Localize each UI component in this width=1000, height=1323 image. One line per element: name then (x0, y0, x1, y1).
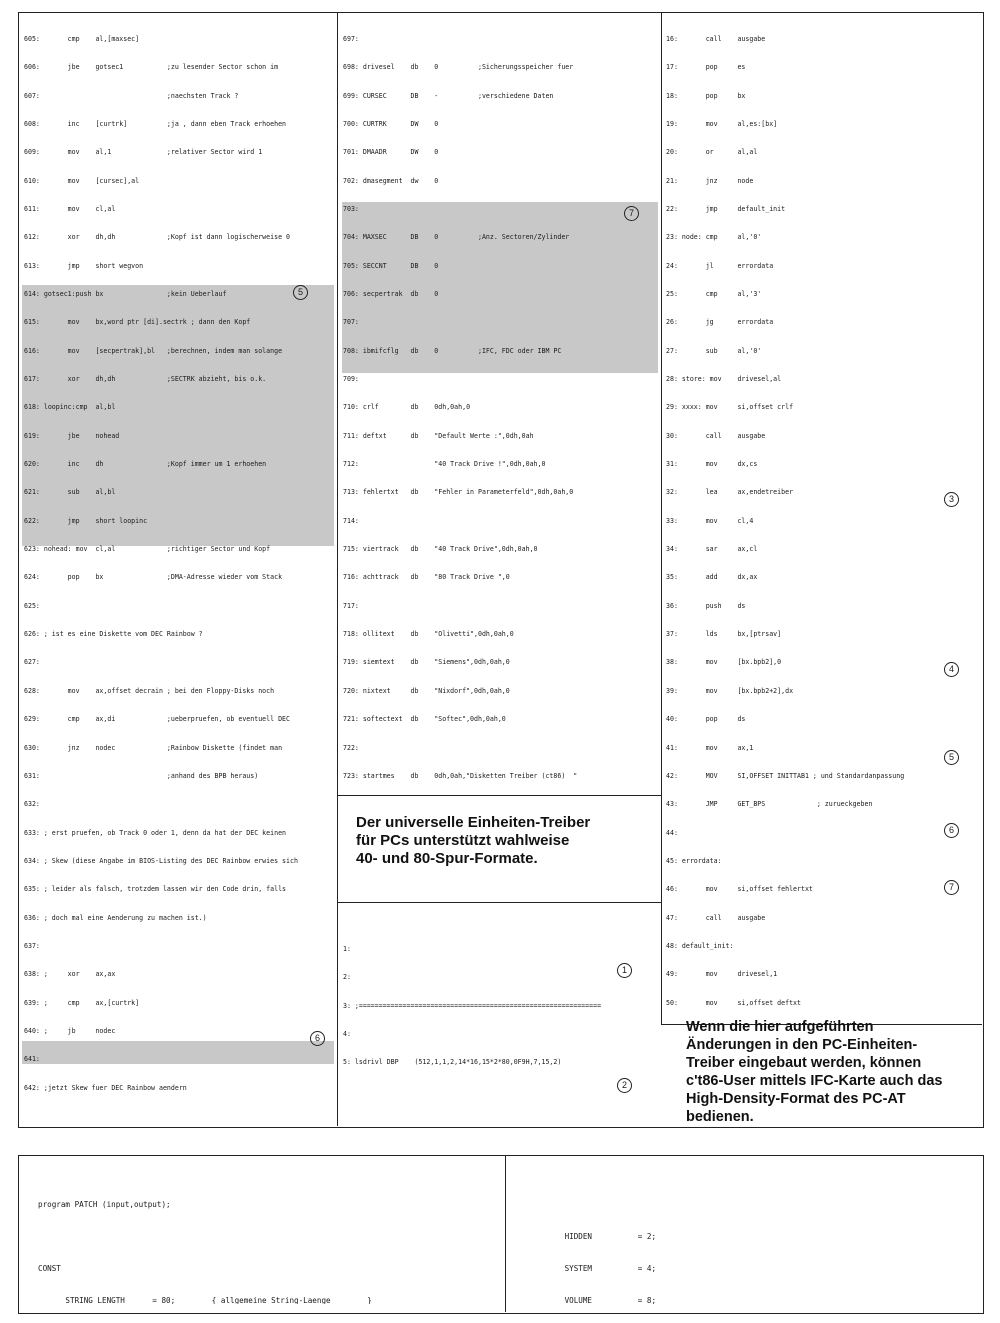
code-line: 606: jbe gotsec1 ;zu lesender Sector schon im (24, 63, 279, 72)
code-line: 43: JMP GET_BPS ; zurueckgeben (666, 800, 873, 809)
code-line: HIDDEN = 2; (528, 1231, 657, 1241)
code-line: 609: mov al,1 ;relativer Sector wird 1 (24, 148, 263, 157)
caption-line: High-Density-Format des PC-AT (686, 1091, 906, 1107)
code-line: 5: lsdrivl DBP (512,1,1,2,14*16,15*2*80,0F9H,7,15,2) (343, 1058, 562, 1067)
code-line: 2: (343, 973, 351, 982)
code-line: 713: fehlertxt db "Fehler in Parameterfeld",0dh,0ah,0 (343, 488, 574, 497)
column-divider-1 (337, 12, 338, 1126)
code-line: 42: MOV SI,OFFSET INITTAB1 ; und Standardanpassung (666, 771, 905, 780)
code-line: 20: or al,al (666, 148, 758, 157)
divider-caption1-bottom (337, 902, 661, 903)
caption-ifc-high-density (686, 1018, 978, 1126)
marker-4-col3: 4 (944, 662, 959, 677)
code-line: 622: jmp short loopinc (24, 516, 148, 525)
code-line: 26: jg errordata (666, 318, 774, 327)
code-line: 641: (24, 1055, 40, 1064)
caption-line: bedienen. (686, 1109, 754, 1125)
code-line: 621: sub al,bl (24, 488, 116, 497)
marker-3-col3: 3 (944, 492, 959, 507)
marker-5-col3: 5 (944, 750, 959, 765)
pascal-listing-left (38, 1179, 498, 1304)
pascal-divider (505, 1155, 506, 1312)
code-line: 624: pop bx ;DMA-Adresse wieder vom Stack (24, 573, 283, 582)
code-line: 620: inc dh ;Kopf immer um 1 erhoehen (24, 460, 267, 469)
code-line: 704: MAXSEC DB 0 ;Anz. Sectoren/Zylinder (343, 233, 570, 242)
code-line: 29: xxxx: mov si,offset crlf (666, 403, 794, 412)
code-line: 714: (343, 516, 359, 525)
code-line: 612: xor dh,dh ;Kopf ist dann logischerweise 0 (24, 233, 290, 242)
code-line: 627: (24, 658, 40, 667)
divider-caption1-top (337, 795, 661, 796)
code-line: 619: jbe nohead (24, 431, 120, 440)
code-line: 28: store: mov drivesel,al (666, 375, 782, 384)
code-line: 610: mov [cursec],al (24, 176, 140, 185)
code-line: 630: jnz nodec ;Rainbow Diskette (findet man (24, 743, 283, 752)
caption-line: Der universelle Einheiten-Treiber (356, 814, 591, 831)
code-line: 50: mov si,offset deftxt (666, 998, 801, 1007)
code-line: 642: ;jetzt Skew fuer DEC Rainbow aendern (24, 1083, 187, 1092)
caption-line: Wenn die hier aufgeführten (686, 1019, 874, 1035)
code-line: 623: nohead: mov cl,al ;richtiger Sector und Kopf (24, 545, 271, 554)
code-line: 25: cmp al,'3' (666, 290, 762, 298)
code-line: 637: (24, 941, 40, 950)
code-line: 4: (343, 1029, 351, 1038)
code-line: 626: ; ist es eine Diskette vom DEC Rainbow ? (24, 630, 203, 639)
code-line: 709: (343, 375, 359, 384)
code-line: 35: add dx,ax (666, 573, 758, 582)
code-line: 607: ;naechsten Track ? (24, 91, 239, 100)
code-line (528, 1200, 976, 1211)
code-line: 3: ;============================================================= (343, 1001, 602, 1010)
code-line: 716: achttrack db "80 Track Drive ",0 (343, 573, 510, 582)
code-line: STRING_LENGTH = 80; { allgemeine String-Laenge } (38, 1295, 372, 1304)
code-line: 33: mov cl,4 (666, 516, 754, 525)
code-line: 708: ibmifcflg db 0 ;IFC, FDC oder IBM PC (343, 346, 562, 355)
code-line: 32: lea ax,endetreiber (666, 488, 794, 497)
code-line: SYSTEM = 4; (528, 1263, 657, 1273)
code-line: program PATCH (input,output); (38, 1200, 171, 1210)
code-line: 636: ; doch mal eine Aenderung zu machen ist.) (24, 913, 207, 922)
marker-2-col2: 2 (617, 1078, 632, 1093)
code-line: 698: drivesel db 0 ;Sicherungsspeicher fuer (343, 63, 574, 72)
code-line: 720: nixtext db "Nixdorf",0dh,0ah,0 (343, 686, 510, 695)
code-line: 712: "40 Track Drive !",0dh,0ah,0 (343, 460, 546, 469)
code-line: 49: mov drivesel,1 (666, 970, 778, 979)
code-line: 697: (343, 34, 359, 43)
code-line: 632: (24, 800, 40, 809)
code-line: 605: cmp al,[maxsec] (24, 34, 140, 43)
code-line: 628: mov ax,offset decrain ; bei den Floppy-Disks noch (24, 686, 275, 695)
code-line: 21: jnz node (666, 176, 754, 185)
caption-line: 40- und 80-Spur-Formate. (356, 850, 538, 867)
assembly-listing-col1 (24, 16, 334, 1096)
code-line: 31: mov dx,cs (666, 460, 758, 469)
code-line: 700: CURTRK DW 0 (343, 119, 439, 128)
code-line: 38: mov [bx.bpb2],0 (666, 658, 782, 667)
code-line: 701: DMAADR DW 0 (343, 148, 439, 157)
code-line: 40: pop ds (666, 715, 746, 724)
code-line: 719: siemtext db "Siemens",0dh,0ah,0 (343, 658, 510, 667)
code-line: 723: startmes db 0dh,0ah,"Disketten Treiber (ct86) " (343, 771, 578, 780)
code-line: 633: ; erst pruefen, ob Track 0 oder 1, denn da hat der DEC keinen (24, 828, 287, 837)
marker-6-col1: 6 (310, 1031, 325, 1046)
code-line: 722: (343, 743, 359, 752)
code-line: VOLUME = 8; (528, 1295, 657, 1304)
code-line: 18: pop bx (666, 91, 746, 100)
code-line: 635: ; leider als falsch, trotzdem lassen wir den Code drin, falls (24, 885, 287, 894)
assembly-listing-col2 (343, 16, 659, 786)
code-line: 1: (343, 944, 351, 953)
code-line: 718: ollitext db "Olivetti",0dh,0ah,0 (343, 630, 514, 639)
code-line: 639: ; cmp ax,[curtrk] (24, 998, 140, 1007)
caption-universal-driver (356, 814, 656, 868)
code-line: 37: lds bx,[ptrsav] (666, 630, 782, 639)
marker-5-col1: 5 (293, 285, 308, 300)
code-line: 715: viertrack db "40 Track Drive",0dh,0ah,0 (343, 545, 538, 554)
caption-line: c't86-User mittels IFC-Karte auch das (686, 1073, 943, 1089)
code-line (38, 1232, 498, 1243)
code-line: 24: jl errordata (666, 261, 774, 270)
code-line: 39: mov [bx.bpb2+2],dx (666, 686, 794, 695)
code-line: 44: (666, 828, 678, 837)
caption-line: für PCs unterstützt wahlweise (356, 832, 570, 849)
code-line: 48: default_init: (666, 941, 734, 950)
code-line: 618: loopinc:cmp al,bl (24, 403, 116, 412)
assembly-listing-col3 (666, 16, 978, 1016)
marker-7-col3: 7 (944, 880, 959, 895)
code-line: 617: xor dh,dh ;SECTRK abzieht, bis o.k. (24, 375, 267, 384)
code-line: 711: deftxt db "Default Werte :",0dh,0ah (343, 431, 534, 440)
code-line: 45: errordata: (666, 856, 722, 865)
code-line: 615: mov bx,word ptr [di].sectrk ; dann den Kopf (24, 318, 251, 327)
caption-line: Treiber eingebaut werden, können (686, 1055, 922, 1071)
code-line: 19: mov al,es:[bx] (666, 119, 778, 128)
code-line: 616: mov [secpertrak],bl ;berechnen, indem man solange (24, 346, 283, 355)
code-line: 699: CURSEC DB - ;verschiedene Daten (343, 91, 554, 100)
code-line: 705: SECCNT DB 0 (343, 261, 439, 270)
column-divider-2 (661, 12, 662, 1024)
code-line: 27: sub al,'0' (666, 346, 762, 355)
assembly-listing-col2-lower (343, 926, 659, 1076)
code-line: 717: (343, 601, 359, 610)
code-line: 46: mov si,offset fehlertxt (666, 885, 813, 894)
code-line: CONST (38, 1263, 61, 1273)
code-line: 17: pop es (666, 63, 746, 72)
code-line: 707: (343, 318, 359, 327)
code-line: 36: push ds (666, 601, 746, 610)
code-line: 23: node: cmp al,'0' (666, 233, 762, 242)
code-line: 22: jmp default_init (666, 204, 786, 213)
code-line: 629: cmp ax,di ;ueberpruefen, ob eventuell DEC (24, 715, 290, 724)
code-line: 613: jmp short wegvon (24, 261, 144, 270)
code-line: 34: sar ax,cl (666, 545, 758, 554)
code-line: 41: mov ax,1 (666, 743, 754, 752)
code-line: 30: call ausgabe (666, 431, 766, 440)
code-line: 47: call ausgabe (666, 913, 766, 922)
code-line: 614: gotsec1:push bx ;kein Ueberlauf (24, 290, 227, 298)
marker-7-col2: 7 (624, 206, 639, 221)
code-line: 703: (343, 204, 359, 213)
pascal-listing-right (528, 1179, 976, 1304)
code-line: 710: crlf db 0dh,0ah,0 (343, 403, 471, 412)
code-line: 611: mov cl,al (24, 204, 116, 213)
code-line: 638: ; xor ax,ax (24, 970, 116, 979)
marker-6-col3: 6 (944, 823, 959, 838)
code-line: 631: ;anhand des BPB heraus) (24, 771, 259, 780)
code-line: 640: ; jb nodec (24, 1026, 116, 1035)
code-line: 625: (24, 601, 40, 610)
code-line: 634: ; Skew (diese Angabe im BIOS-Listing des DEC Rainbow erwies sich (24, 856, 298, 865)
code-line: 702: dmasegment dw 0 (343, 176, 439, 185)
marker-1-col2: 1 (617, 963, 632, 978)
code-line: 706: secpertrak db 0 (343, 290, 439, 298)
code-line: 16: call ausgabe (666, 34, 766, 43)
caption-line: Änderungen in den PC-Einheiten- (686, 1037, 918, 1053)
code-line: 608: inc [curtrk] ;ja , dann eben Track erhoehen (24, 119, 287, 128)
code-line: 721: softectext db "Softec",0dh,0ah,0 (343, 715, 506, 724)
